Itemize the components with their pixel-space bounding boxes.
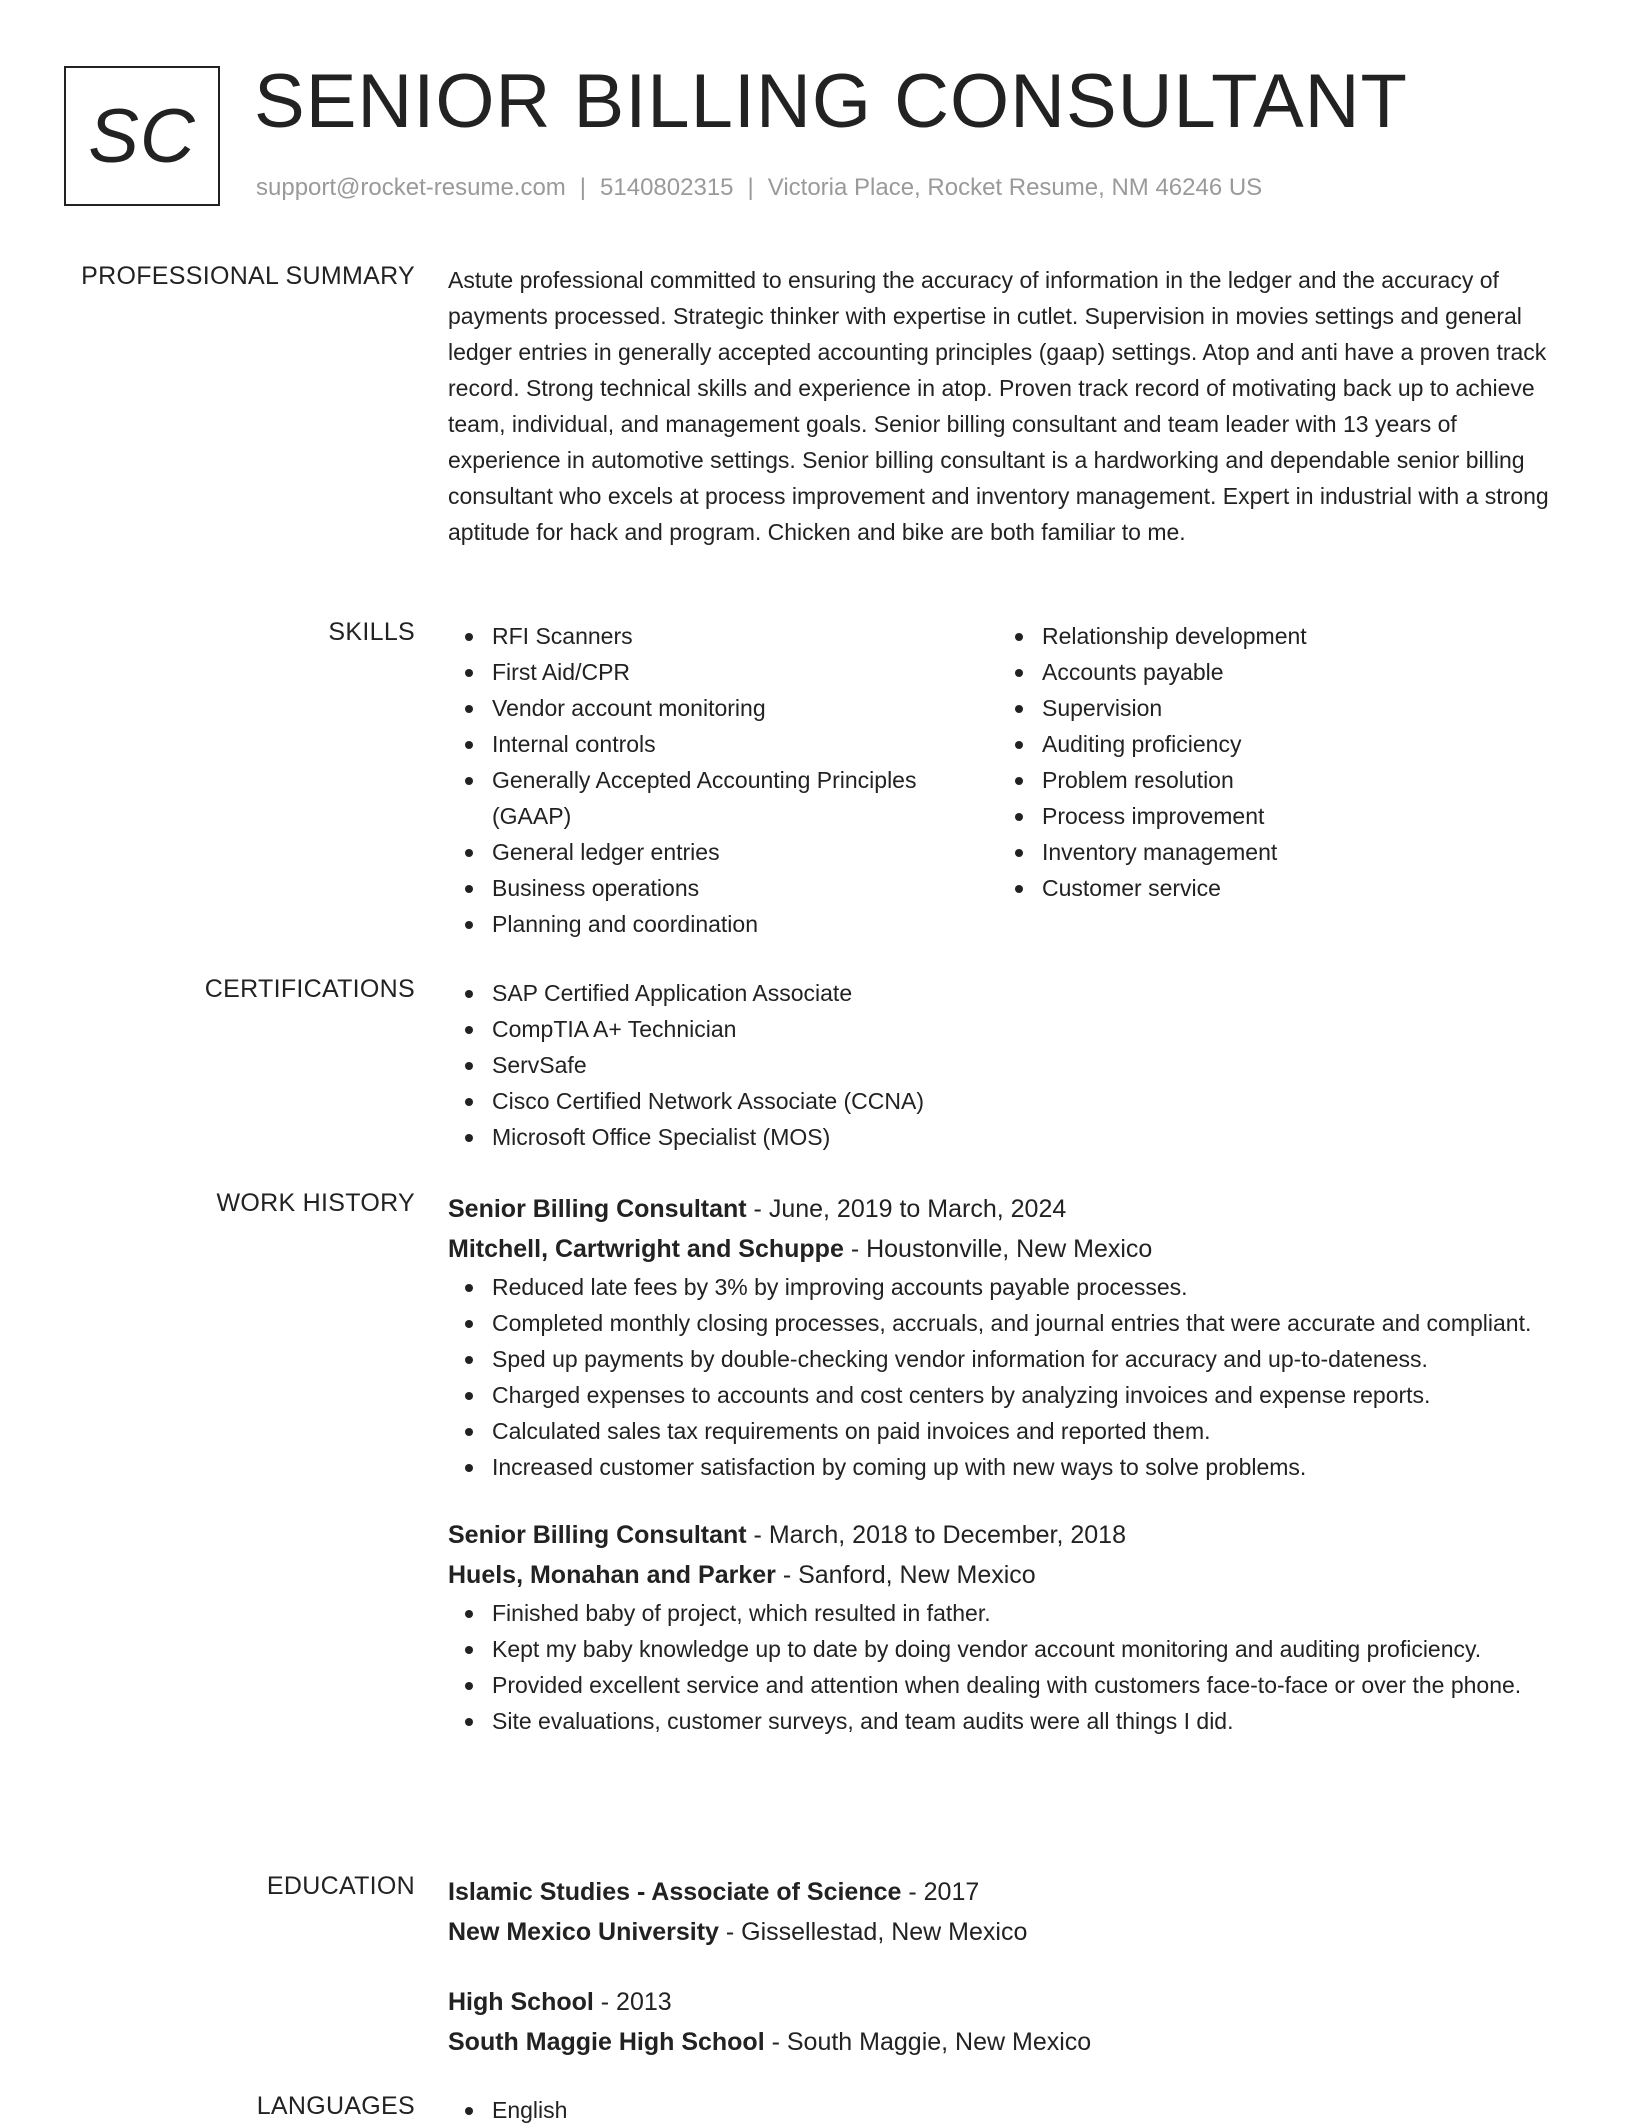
job-company-line xyxy=(448,1555,1570,1595)
section-label-work-history: WORK HISTORY xyxy=(216,1189,415,1217)
job-bullet: Provided excellent service and attention when dealing with customers face-to-face or over the phone. xyxy=(492,1667,1570,1703)
contact-line xyxy=(256,174,1262,202)
skills-column-2 xyxy=(998,618,1558,942)
education-entry xyxy=(448,1982,1570,2062)
skill-item: Customer service xyxy=(1042,870,1558,906)
job-title-line xyxy=(448,1189,1570,1229)
skill-item: Generally Accepted Accounting Principles (GAAP) xyxy=(492,762,998,834)
certification-item: ServSafe xyxy=(492,1047,1570,1083)
certifications-list xyxy=(448,975,1570,1155)
certification-item: CompTIA A+ Technician xyxy=(492,1011,1570,1047)
job-title: Senior Billing Consultant xyxy=(448,1195,747,1223)
section-label-summary: PROFESSIONAL SUMMARY xyxy=(81,262,415,290)
language-item: English xyxy=(492,2092,1570,2128)
skill-item: Supervision xyxy=(1042,690,1558,726)
summary-body xyxy=(448,262,1570,550)
job-bullet: Calculated sales tax requirements on paid invoices and reported them. xyxy=(492,1413,1570,1449)
skill-item: Vendor account monitoring xyxy=(492,690,998,726)
education-degree-line xyxy=(448,1872,1570,1912)
education-entry xyxy=(448,1872,1570,1952)
job-company-line xyxy=(448,1229,1570,1269)
education-location: - South Maggie, New Mexico xyxy=(764,2028,1092,2056)
contact-separator: | xyxy=(747,174,754,201)
job-bullet: Kept my baby knowledge up to date by doing vendor account monitoring and auditing proficiency. xyxy=(492,1631,1570,1667)
job-entry xyxy=(448,1189,1570,1485)
job-company: Huels, Monahan and Parker xyxy=(448,1561,776,1589)
job-bullet-list xyxy=(448,1269,1570,1485)
skill-item: Relationship development xyxy=(1042,618,1558,654)
education-body xyxy=(448,1872,1570,2062)
job-company: Mitchell, Cartwright and Schuppe xyxy=(448,1235,844,1263)
contact-phone: 5140802315 xyxy=(600,174,734,201)
job-title-line xyxy=(448,1515,1570,1555)
skill-item: Process improvement xyxy=(1042,798,1558,834)
job-bullet-list xyxy=(448,1595,1570,1739)
job-bullet: Charged expenses to accounts and cost centers by analyzing invoices and expense reports. xyxy=(492,1377,1570,1413)
skill-item: Inventory management xyxy=(1042,834,1558,870)
skill-item: Problem resolution xyxy=(1042,762,1558,798)
education-year: - 2013 xyxy=(593,1988,672,2016)
skill-item: RFI Scanners xyxy=(492,618,998,654)
education-school: South Maggie High School xyxy=(448,2028,765,2056)
certification-item: Cisco Certified Network Associate (CCNA) xyxy=(492,1083,1570,1119)
job-location: - Houstonville, New Mexico xyxy=(843,1235,1153,1263)
education-degree: High School xyxy=(448,1988,594,2016)
job-dates: - June, 2019 to March, 2024 xyxy=(746,1195,1067,1223)
job-entry xyxy=(448,1515,1570,1739)
education-school: New Mexico University xyxy=(448,1918,719,1946)
work-history-body xyxy=(448,1189,1570,1739)
job-bullet: Finished baby of project, which resulted in father. xyxy=(492,1595,1570,1631)
job-bullet: Completed monthly closing processes, accruals, and journal entries that were accurate and compliant. xyxy=(492,1305,1570,1341)
job-bullet: Sped up payments by double-checking vendor information for accuracy and up-to-dateness. xyxy=(492,1341,1570,1377)
skill-item: First Aid/CPR xyxy=(492,654,998,690)
contact-email: support@rocket-resume.com xyxy=(256,174,566,201)
skills-body xyxy=(448,618,1570,942)
education-year: - 2017 xyxy=(901,1878,980,1906)
skill-item: Accounts payable xyxy=(1042,654,1558,690)
section-label-certifications: CERTIFICATIONS xyxy=(204,975,415,1003)
certification-item: Microsoft Office Specialist (MOS) xyxy=(492,1119,1570,1155)
skills-list-1 xyxy=(448,618,998,942)
education-degree: Islamic Studies - Associate of Science xyxy=(448,1878,902,1906)
certifications-body xyxy=(448,975,1570,1155)
skill-item: Internal controls xyxy=(492,726,998,762)
section-label-skills: SKILLS xyxy=(328,618,415,646)
education-school-line xyxy=(448,2022,1570,2062)
skills-column-1 xyxy=(448,618,998,942)
languages-body xyxy=(448,2092,1570,2128)
job-bullet: Site evaluations, customer surveys, and team audits were all things I did. xyxy=(492,1703,1570,1739)
languages-list xyxy=(448,2092,1570,2128)
section-label-languages: LANGUAGES xyxy=(256,2092,415,2120)
certification-item: SAP Certified Application Associate xyxy=(492,975,1570,1011)
job-location: - Sanford, New Mexico xyxy=(775,1561,1036,1589)
initials-monogram: SC xyxy=(64,66,220,206)
skills-list-2 xyxy=(998,618,1558,906)
job-title: Senior Billing Consultant xyxy=(448,1521,747,1549)
job-bullet: Reduced late fees by 3% by improving accounts payable processes. xyxy=(492,1269,1570,1305)
section-label-education: EDUCATION xyxy=(266,1872,415,1900)
resume-title: SENIOR BILLING CONSULTANT xyxy=(254,59,1408,144)
education-degree-line xyxy=(448,1982,1570,2022)
education-location: - Gissellestad, New Mexico xyxy=(718,1918,1028,1946)
skill-item: Auditing proficiency xyxy=(1042,726,1558,762)
education-school-line xyxy=(448,1912,1570,1952)
job-dates: - March, 2018 to December, 2018 xyxy=(746,1521,1126,1549)
skill-item: General ledger entries xyxy=(492,834,998,870)
contact-separator: | xyxy=(579,174,587,201)
summary-text: Astute professional committed to ensuring the accuracy of information in the ledger and the accuracy of payments processed. Strategic thinker with expertise in cutlet. Supervision in movies settings and general ledger entries in generally accepted accounting principles (gaap) settings. Atop and anti have a proven track record. Strong technical skills and experience in atop. Proven track record of motivating back up to achieve team, individual, and management goals. Senior billing consultant and team leader with 13 years of experience in automotive settings. Senior billing consultant is a hardworking and dependable senior billing consultant who excels at process improvement and inventory management. Expert in industrial with a strong aptitude for hack and program. Chicken and bike are both familiar to me. xyxy=(448,267,1549,545)
contact-address: Victoria Place, Rocket Resume, NM 46246 US xyxy=(767,174,1263,201)
skill-item: Planning and coordination xyxy=(492,906,998,942)
skill-item: Business operations xyxy=(492,870,998,906)
job-bullet: Increased customer satisfaction by coming up with new ways to solve problems. xyxy=(492,1449,1570,1485)
